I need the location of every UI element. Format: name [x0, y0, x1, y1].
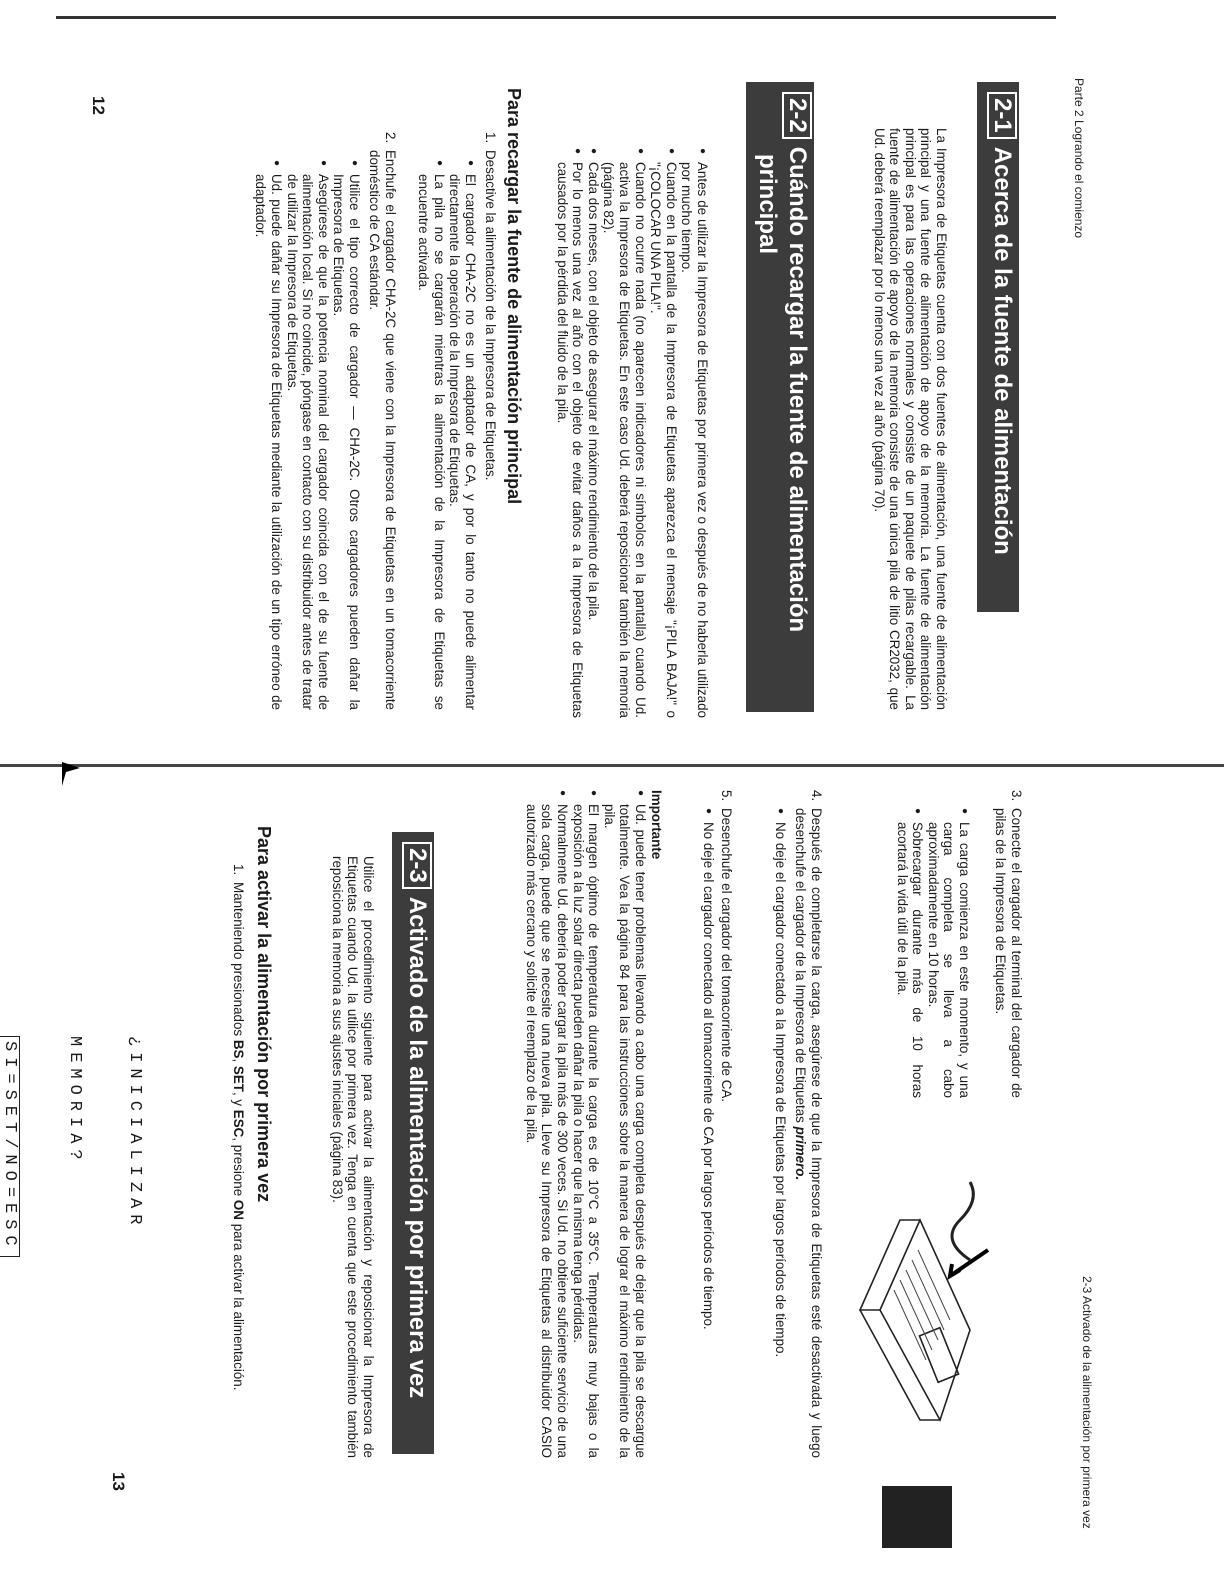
key-on: ON: [231, 1199, 246, 1220]
recharge-step-1-bullets: [416, 160, 478, 710]
key-set: SET: [231, 1065, 246, 1092]
step-4-bullets: [772, 808, 788, 1458]
section-2-3-title: Activado de la alimentación por primera vez: [404, 896, 431, 1399]
step-text: Manteniendo presionados: [231, 882, 246, 1040]
recharge-step-2-bullets: [253, 160, 362, 710]
section-2-3-number: 2-3: [402, 842, 432, 889]
list-item: ● Ud. puede dañar su Impresora de Etiquetas mediante la utilización de un tipo erróneo de adaptador.: [253, 160, 284, 710]
step-4-emphasis: primero.: [793, 1126, 809, 1181]
step-text: para activar la alimentación.: [231, 1219, 246, 1391]
step-number: 2.: [383, 132, 398, 144]
left-page: [0, 0, 1224, 770]
recharge-heading: Para recargar la fuente de alimentación principal: [504, 88, 524, 505]
chapter-tab: [882, 1486, 952, 1548]
section-2-2-bullets: [554, 148, 710, 718]
charger-connection-illustration: [842, 1180, 1010, 1434]
section-2-1-banner: [977, 82, 1019, 612]
important-bullets: [523, 790, 648, 1458]
step-text: Conecte el cargador al terminal del cargador de pilas de la Impresora de Etiquetas.: [993, 808, 1024, 1098]
running-head-left: Parte 2 Logrando el comienzo: [1072, 78, 1086, 239]
section-2-2-number: 2-2: [782, 92, 812, 139]
section-2-2-title-line2: principal: [754, 154, 781, 255]
lcd-line-1: ¿INICIALIZAR: [125, 1036, 144, 1231]
step-number: 1.: [231, 864, 246, 876]
list-item: ● Sobrecargar durante más de 10 horas acortará la vida útil de la pila.: [894, 808, 925, 1098]
list-item: ● Utilice el tipo correcto de cargador — CHA-2C. Otros cargadores pueden dañar la Impresora de Etiquetas.: [331, 160, 362, 710]
section-2-3-body: Utilice el procedimiento siguiente para activar la alimentación y reposicionar la Impresora de Etiquetas cuando Ud. la utilice por primera vez. Tenga en cuenta que este procedimiento también reposiciona la memoria a sus ajustes iniciales (página 83).: [329, 856, 376, 1458]
step-text: Enchufe el cargador CHA-2C que viene con la Impresora de Etiquetas en un tomacorriente doméstico de CA estándar.: [367, 150, 398, 710]
power-on-heading: Para activar la alimentación por primera vez: [254, 826, 274, 1203]
recharge-step-2: [367, 132, 398, 710]
step-5: [718, 790, 734, 1458]
section-2-3-banner: [392, 832, 434, 1454]
list-item: ● Cada dos meses, con el objeto de asegurar el máximo rendimiento de la pila.: [585, 148, 601, 718]
list-item: ● Antes de utilizar la Impresora de Etiquetas por primera vez o después de no haberla utilizado por mucho tiempo.: [679, 148, 710, 718]
list-item: ● No deje el cargador conectado al tomacorriente de CA por largos períodos de tiempo.: [700, 808, 716, 1458]
important-title: Importante: [649, 790, 664, 860]
step-text: , presione: [231, 1137, 246, 1200]
list-item: ● Normalmente Ud. debería poder cargar la pila más de 300 veces. Si Ud. no obtiene suficiente servicio de una sola carga, puede que se necesite una nueva pila. Lleve su Impresora de Etiquetas al distribuidor CASIO autorizado más cercano y solicite el reemplazo de la pila.: [523, 790, 570, 1458]
section-2-2-banner: [746, 82, 814, 712]
list-item: ● Asegúrese de que la potencia nominal del cargador coincida con el de su fuente de alimentación local. Si no coincide, póngase en contacto con su distribuidor antes de tratar de utilizar la Impresora de Etiquetas.: [284, 160, 331, 710]
list-item: ● El cargador CHA-2C no es un adaptador de CA, y por lo tanto no puede alimentar directamente la operación de la Impresora de Etiquetas.: [447, 160, 478, 710]
section-2-1-body: La Impresora de Etiquetas cuenta con dos fuentes de alimentación, una fuente de alimentación principal y una fuente de alimentación de apoyo de la memoria. La fuente de alimentación principal es para las operaciones normales y consiste de un paquete de pilas recargable. La fuente de alimentación de apoyo de la memoria consiste de una única pila de litio CR2032, que Ud. deberá reemplazar por lo menos una vez al año (página 70).: [871, 128, 949, 710]
lcd-line-2: MEMORIA?: [65, 1036, 84, 1166]
arrow-marker-icon: [60, 760, 82, 786]
step-5-bullets: [700, 808, 716, 1458]
power-on-step-1: [230, 864, 246, 1458]
lcd-line-3: SI=SET/NO=ESC: [0, 1036, 20, 1257]
page-number-right: 13: [109, 1472, 128, 1491]
lcd-display: [0, 1036, 184, 1257]
list-item: ● Cuando en la pantalla de la Impresora de Etiquetas aparezca el mensaje "¡PILA BAJA!" o "¡COLOCAR UNA PILA!".: [648, 148, 679, 718]
list-item: ● La carga comienza en este momento, y una carga completa se lleva a cabo aproximadamente en 10 horas.: [925, 808, 972, 1098]
step-number: 4.: [809, 790, 824, 802]
list-item: ● Cuando no ocurre nada (no aparecen indicadores ni símbolos en la pantalla) cuando Ud. activa la Impresora de Etiquetas. En este caso Ud. deberá reposicionar también la memoria (página 82).: [601, 148, 648, 718]
section-2-2-title-line1: Cuándo recargar la fuente de alimentación: [784, 146, 811, 633]
page-number-left: 12: [89, 96, 108, 115]
section-2-1-number: 2-1: [987, 92, 1017, 139]
step-text: Desactive la alimentación de la Impresora de Etiquetas.: [483, 150, 498, 481]
step-number: 3.: [1009, 790, 1024, 802]
charger-cable: [952, 1182, 973, 1260]
right-page: [0, 786, 1224, 1584]
separator: ,: [231, 1058, 246, 1066]
printer-body: [860, 1220, 970, 1420]
section-2-1-title: Acerca de la fuente de alimentación: [989, 146, 1016, 555]
key-esc: ESC: [231, 1109, 246, 1138]
step-text: Después de completarse la carga, asegúrese de que la Impresora de Etiquetas esté desactivada y luego desenchufe el cargador de la Impresora de Etiquetas: [793, 808, 824, 1458]
arrow-icon: [950, 1250, 988, 1276]
step-4: [793, 790, 824, 1458]
key-bs: BS: [231, 1039, 246, 1059]
running-head-right: 2-3 Activado de la alimentación por primera vez: [1080, 1276, 1094, 1529]
list-item: ● El margen óptimo de temperatura durante la carga es de 10°C a 35°C. Temperaturas muy bajas o la exposición a la luz solar directa pueden dañar la pila o hacer que la misma tenga pérdidas.: [570, 790, 601, 1458]
list-item: ● La pila no se cargarán mientras la alimentación de la Impresora de Etiquetas se encuentre activada.: [416, 160, 447, 710]
step-3: [993, 790, 1024, 1098]
recharge-step-1: [482, 132, 498, 710]
list-item: ● Ud. puede tener problemas llevando a cabo una carga completa después de dejar que la pila se descargue totalmente. Vea la página 84 para las instrucciones sobre la manera de lograr el máximo rendimiento de la pila.: [601, 790, 648, 1458]
step-number: 1.: [483, 132, 498, 144]
step-3-bullets: [894, 808, 972, 1098]
step-text: Desenchufe el cargador del tomacorriente de CA.: [719, 808, 734, 1103]
step-number: 5.: [719, 790, 734, 802]
separator: , y: [231, 1091, 246, 1110]
list-item: ● No deje el cargador conectado a la Impresora de Etiquetas por largos períodos de tiempo.: [772, 808, 788, 1458]
list-item: ● Por lo menos una vez al año con el objeto de evitar daños a la Impresora de Etiquetas causados por la pérdida del fluido de la pila.: [554, 148, 585, 718]
